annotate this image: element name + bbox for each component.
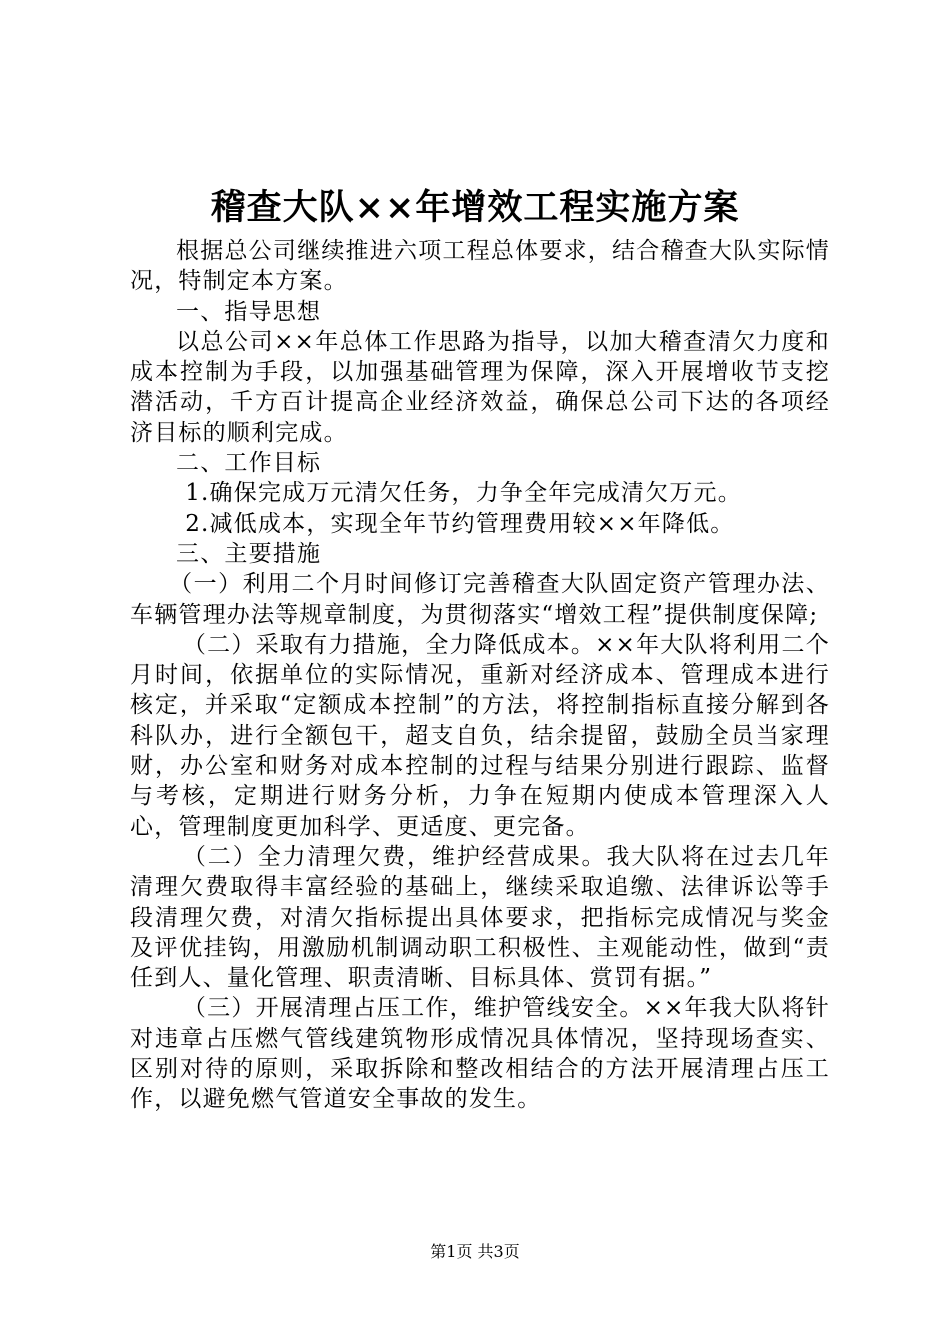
measure-paragraph-1: （一）利用二个月时间修订完善稽查大队固定资产管理办法、车辆管理办法等规章制度，为贯彻落实“增效工程”提供制度保障; (130, 571, 830, 628)
goal-item-2: 2.减低成本，实现全年节约管理费用较××年降低。 (185, 510, 735, 537)
section-heading-work-goals: 二、工作目标 (176, 450, 322, 477)
goal-item-1: 1.确保完成万元清欠任务，力争全年完成清欠万元。 (185, 480, 742, 507)
document-body (130, 236, 830, 1115)
document-title: 稽查大队××年增效工程实施方案 (210, 187, 740, 228)
section-heading-main-measures: 三、主要措施 (176, 540, 322, 567)
guiding-idea-paragraph: 以总公司××年总体工作思路为指导，以加大稽查清欠力度和成本控制为手段，以加强基础管理为保障，深入开展增收节支挖潜活动，千方百计提高企业经济效益，确保总公司下达的各项经济目标的顺利完成。 (130, 328, 830, 446)
page-number-footer: 第1页 共3页 (430, 1242, 520, 1261)
section-heading-guiding-idea: 一、指导思想 (176, 298, 322, 325)
measure-paragraph-4: （三）开展清理占压工作，维护管线安全。××年我大队将针对违章占压燃气管线建筑物形成情况具体情况，坚持现场查实、区别对待的原则，采取拆除和整改相结合的方法开展清理占压工作，以避免燃气管道安全事故的发生。 (130, 995, 830, 1113)
measure-paragraph-3: （二）全力清理欠费，维护经营成果。我大队将在过去几年清理欠费取得丰富经验的基础上，继续采取追缴、法律诉讼等手段清理欠费，对清欠指标提出具体要求，把指标完成情况与奖金及评优挂钩，用激励机制调动职工积极性、主观能动性，做到“责任到人、量化管理、职责清晰、目标具体、赏罚有据。” (130, 843, 830, 992)
measure-paragraph-2: （二）采取有力措施，全力降低成本。××年大队将利用二个月时间，依据单位的实际情况，重新对经济成本、管理成本进行核定，并采取“定额成本控制”的方法，将控制指标直接分解到各科队办，进行全额包干，超支自负，结余提留，鼓励全员当家理财，办公室和财务对成本控制的过程与结果分别进行跟踪、监督与考核，定期进行财务分析，力争在短期内使成本管理深入人心，管理制度更加科学、更适度、更完备。 (130, 631, 830, 840)
intro-paragraph: 根据总公司继续推进六项工程总体要求，结合稽查大队实际情况，特制定本方案。 (130, 238, 830, 295)
